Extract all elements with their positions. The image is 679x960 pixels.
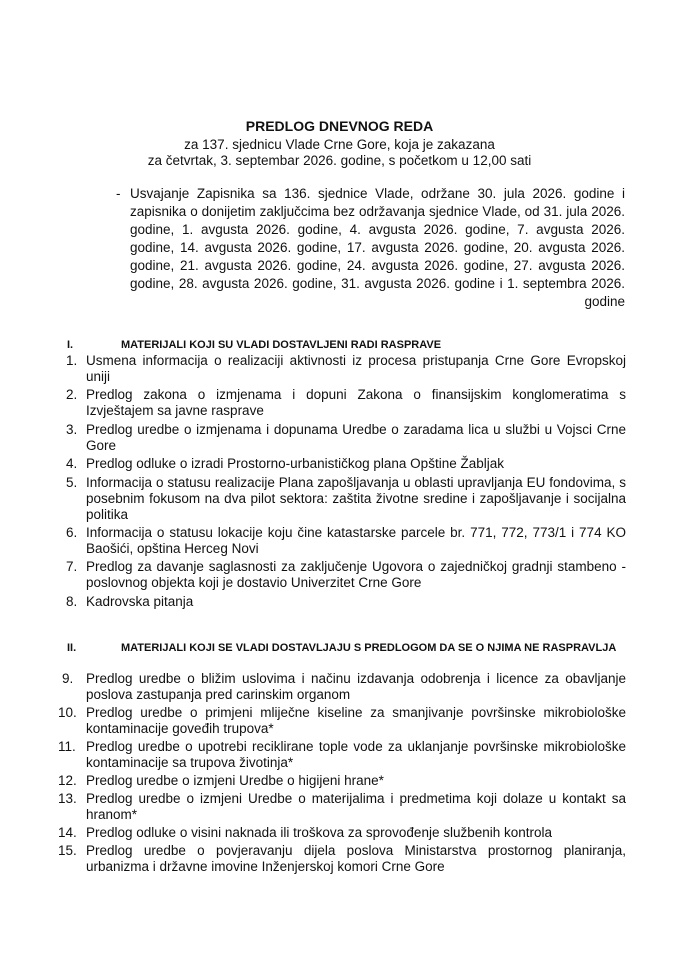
- session-line: za 137. sjednicu Vlade Crne Gore, koja je zakazana: [184, 137, 495, 152]
- item-number: 6.: [66, 524, 78, 540]
- agenda-item: [58, 705, 626, 739]
- agenda-item: [66, 456, 626, 474]
- agenda-item: [66, 475, 626, 525]
- item-number: 15.: [58, 843, 77, 858]
- agenda-item: [66, 525, 626, 559]
- agenda-item: [58, 791, 626, 825]
- item-number: 11.: [58, 739, 76, 754]
- section-number: I.: [67, 339, 74, 351]
- item-number: 5.: [66, 474, 78, 490]
- agenda-item: [66, 594, 626, 612]
- item-text: Informacija o statusu lokacije koju čine katastarske parcele br. 771, 772, 773/1 i 774 KO Baošići, opština Herceg Novi: [86, 524, 626, 556]
- agenda-item: [66, 422, 626, 456]
- item-number: 8.: [66, 593, 78, 609]
- item-text: Predlog uredbe o primjeni mliječne kiseline za smanjivanje površinske mikrobiološke kontaminacije goveđih trupova*: [86, 705, 626, 736]
- agenda-item: [58, 739, 626, 773]
- minutes-approval-item: [98, 185, 625, 311]
- section-heading-1: [67, 339, 627, 352]
- item-text: Predlog odluke o visini naknada ili troškova za sprovođenje službenih kontrola: [86, 825, 553, 840]
- agenda-list-1: [66, 353, 626, 612]
- agenda-item: [58, 843, 626, 877]
- item-text: Predlog odluke o izradi Prostorno-urbanističkog plana Opštine Žabljak: [86, 456, 504, 472]
- item-text: Predlog uredbe o bližim uslovima i načinu izdavanja odobrenja i licence za obavljanje poslova zastupanja pred carinskim organom: [86, 671, 626, 702]
- item-number: 14.: [58, 825, 77, 840]
- agenda-item: [58, 825, 626, 843]
- agenda-item: [62, 671, 626, 705]
- item-text: Predlog uredbe o upotrebi reciklirane tople vode za uklanjanje površinske mikrobiološke kontaminacije sa trupova životinja*: [86, 739, 626, 770]
- minutes-approval-text: Usvajanje Zapisnika sa 136. sjednice Vlade, održane 30. jula 2026. godine i zapisnika o donijetim zaključcima bez održavanja sjednice Vlade, od 31. jula 2026. godine, 1. avgusta 2026. godine, 4. avgusta 2026. godine, 7. avgusta 2026. godine, 14. avgusta 2026. godine, 17. avgusta 2026. godine, 20. avgusta 2026. godine, 21. avgusta 2026. godine, 24. avgusta 2026. godine, 27. avgusta 2026. godine, 28. avgusta 2026. godine, 31. avgusta 2026. godine i 1. septembra 2026. godine: [130, 186, 625, 309]
- item-number: 1.: [66, 353, 78, 368]
- section-title: MATERIJALI KOJI SU VLADI DOSTAVLJENI RADI RASPRAVE: [121, 339, 442, 351]
- item-number: 13.: [58, 791, 77, 806]
- section-title: MATERIJALI KOJI SE VLADI DOSTAVLJAJU S PREDLOGOM DA SE O NJIMA NE RASPRAVLJA: [121, 642, 617, 654]
- item-text: Predlog uredbe o izmjenama i dopunama Uredbe o zaradama lica u službi u Vojsci Crne Gore: [86, 421, 626, 453]
- agenda-item: [66, 559, 626, 593]
- item-number: 7.: [66, 559, 78, 575]
- dash-bullet: -: [116, 186, 121, 201]
- agenda-item: [66, 353, 626, 387]
- agenda-item: [66, 387, 626, 421]
- item-number: 4.: [66, 456, 78, 472]
- item-number: 10.: [58, 705, 77, 720]
- date-line: za četvrtak, 3. septembar 2026. godine, s početkom u 12,00 sati: [147, 153, 532, 168]
- page-title: PREDLOG DNEVNOG REDA: [245, 118, 434, 134]
- item-number: 9.: [62, 671, 74, 686]
- item-text: Predlog zakona o izmjenama i dopuni Zakona o finansijskim konglomeratima s Izvještajem sa javne rasprave: [86, 387, 626, 419]
- item-text: Predlog za davanje saglasnosti za zaključenje Ugovora o zajedničkoj gradnji stambeno - poslovnog objekta koji je dostavio Univerzitet Crne Gore: [86, 559, 626, 591]
- item-text: Predlog uredbe o povjeravanju dijela poslova Ministarstva prostornog planiranja, urbanizma i državne imovine Inženjerskoj komori Crne Gore: [86, 843, 626, 874]
- item-text: Kadrovska pitanja: [86, 593, 194, 609]
- item-text: Usmena informacija o realizaciji aktivnosti iz procesa pristupanja Crne Gore Evropskoj uniji: [86, 353, 626, 384]
- item-number: 2.: [66, 387, 78, 403]
- section-heading-2: [67, 642, 627, 655]
- item-text: Informacija o statusu realizacije Plana zapošljavanja u oblasti upravljanja EU fondovima, s posebnim fokusom na dva pilot sektora: zaštita životne sredine i zapošljavanje i socijalna politika: [86, 474, 626, 522]
- agenda-list-2: [58, 671, 626, 877]
- agenda-item: [58, 773, 626, 791]
- item-number: 12.: [58, 773, 77, 788]
- item-text: Predlog uredbe o izmjeni Uredbe o materijalima i predmetima koji dolaze u kontakt sa hranom*: [86, 791, 626, 822]
- item-text: Predlog uredbe o izmjeni Uredbe o higijeni hrane*: [86, 773, 384, 788]
- section-number: II.: [67, 642, 77, 654]
- item-number: 3.: [66, 421, 78, 437]
